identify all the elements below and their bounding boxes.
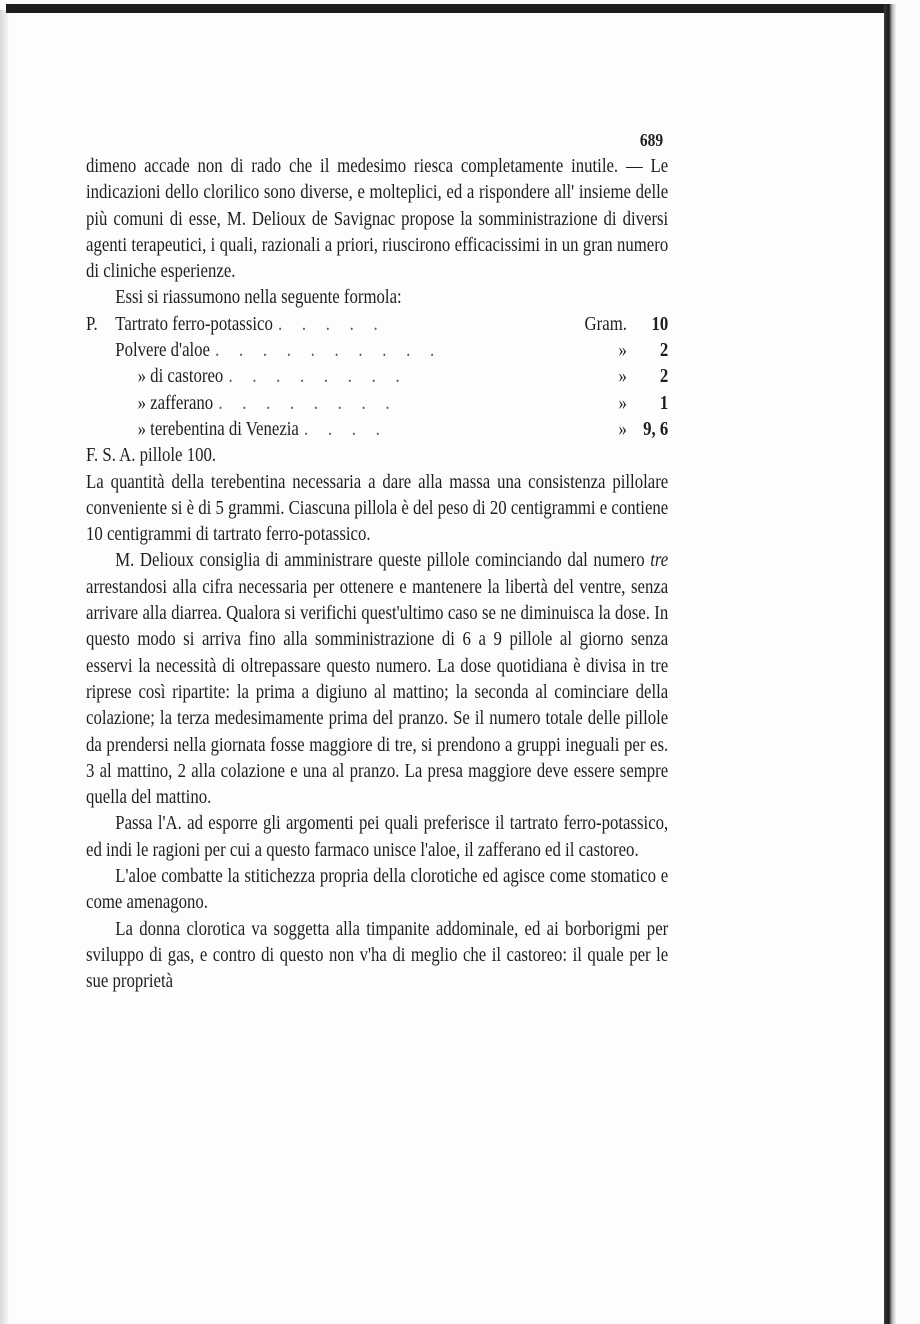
formula-item-name: » di castoreo — [137, 366, 224, 388]
formula-row — [86, 391, 668, 417]
formula-row — [86, 364, 668, 390]
page-left-shadow — [0, 10, 8, 1324]
formula-item-qty: 1 — [659, 392, 669, 414]
paragraph-aloe: L'aloe combatte la stitichezza propria della clorotiche ed agisce come stomatico e come amenagono. — [86, 866, 669, 914]
paragraph-passa: Passa l'A. ad esporre gli argomenti pei quali preferisce il tartrato ferro-potassico, ed indi le ragioni per cui a questo farmaco unisce l'aloe, il zafferano ed il castoreo. — [86, 813, 669, 861]
paragraph-donna: La donna clorotica va soggetta alla timpanite addominale, ed ai borborigmi per sviluppo di gas, e contro di questo non v'ha di meglio che il castoreo: il quale per le sue proprietà — [86, 918, 669, 993]
formula-item-unit: Gram. — [584, 313, 627, 335]
page-number: 689 — [639, 130, 664, 150]
formula-block — [86, 312, 668, 470]
formula-row — [86, 417, 668, 443]
formula-item-name: Polvere d'aloe — [115, 340, 211, 362]
formula-item-qty: 9, 6 — [643, 418, 669, 440]
formula-row — [86, 312, 668, 338]
formula-item-name: Tartrato ferro-potassico — [115, 313, 273, 335]
formula-item-unit: » — [618, 340, 627, 362]
formula-leader-dots: . . . . . . . . . . — [215, 340, 442, 362]
paragraph-opening: dimeno accade non di rado che il medesimo riesca completamente inutile. — Le indicazioni dello clorilico sono diverse, e molteplici, ed a rispondere all' insieme delle più comuni di esse, M. Delioux de Savignac propose la somministrazione di diversi agenti terapeutici, i quali, razionali a priori, riuscirono efficacissimi in un gran numero di cliniche esperienze. — [86, 156, 669, 283]
formula-leader-dots: . . . . . — [278, 313, 386, 335]
formula-item-qty: 2 — [659, 366, 669, 388]
formula-item-name: » zafferano — [137, 392, 214, 414]
formula-item-unit: » — [618, 418, 627, 440]
formula-leader-dots: . . . . . . . . — [218, 392, 398, 414]
formula-item-unit: » — [618, 392, 627, 414]
formula-leader-dots: . . . . — [304, 418, 388, 440]
page-top-border — [6, 4, 892, 13]
formula-prefix: P. — [86, 313, 98, 335]
formula-item-qty: 10 — [651, 313, 669, 335]
formula-leader-dots: . . . . . . . . — [228, 366, 408, 388]
page-right-border — [884, 4, 896, 1324]
paragraph-dose: M. Delioux consiglia di amministrare queste pillole cominciando dal numero tre arrestandosi alla cifra necessaria per ottenere e mantenere la libertà del ventre, senza arrivare alla diarrea. Qualora si verifichi quest'ultimo caso se ne diminuisca la dose. In questo modo si arriva fino alla somministrazione di 6 a 9 pillole al giorno senza esservi la necessità di oltrepassare questo numero. La dose quotidiana è divisa in tre riprese così ripartite: la prima a digiuno al mattino; la seconda al cominciare della colazione; la terza medesimamente prima del pranzo. Se il numero totale delle pillole da prendersi nella giornata fosse maggiore di tre, si prendono a gruppi ineguali per es. 3 al mattino, 2 alla colazione e una al pranzo. La presa maggiore deve essere sempre quella del mattino. — [86, 550, 669, 809]
formula-item-unit: » — [618, 366, 627, 388]
formula-closing: F. S. A. pillole 100. — [86, 445, 217, 467]
paragraph-consistency: La quantità della terebentina necessaria a dare alla massa una consistenza pillolare conveniente si è di 5 grammi. Ciascuna pillola è del peso di 20 centigrammi e contiene 10 centigrammi di tartrato ferro-potassico. — [86, 471, 669, 546]
formula-row — [86, 338, 668, 364]
italic-word: tre — [650, 550, 669, 572]
page-text-block — [86, 126, 668, 996]
formula-item-qty: 2 — [659, 340, 669, 362]
formula-intro: Essi si riassumono nella seguente formola: — [115, 287, 402, 309]
formula-item-name: » terebentina di Venezia — [137, 418, 299, 440]
